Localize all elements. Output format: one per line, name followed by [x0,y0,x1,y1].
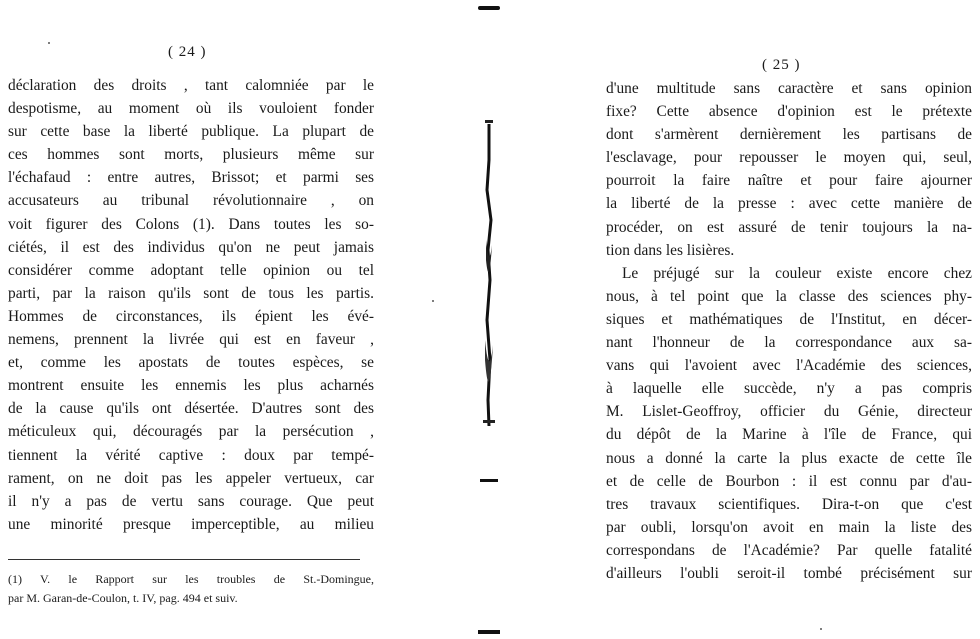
text-line: fixe? Cette absence d'opinion est le prétexte [606,103,972,121]
text-line: correspondans de l'Académie? Par quelle fatalité [606,541,972,559]
footnote-line: par M. Garan-de-Coulon, t. IV, pag. 494 et suiv. [8,591,238,605]
text-line: montrent ensuite les ennemis les plus acharnés [8,377,374,395]
text-line: procéder, on est assuré de tenir toujours la na- [606,218,972,236]
text-line: nant l'honneur de la correspondance aux sa- [606,334,972,352]
body-text [8,74,374,536]
text-line: d'une multitude sans caractère et sans opinion [606,80,972,97]
gutter-tick-top [478,6,500,10]
text-line: à laquelle elle succède, n'y a pas compris [606,380,972,398]
text-line: M. Lislet-Geoffroy, officier du Génie, directeur [606,403,972,421]
text-line: déclaration des droits , tant calomniée par le [8,77,374,94]
text-line: et de celle de Bourbon : il est connu par d'au- [606,472,972,490]
text-line: il n'y a pas de vertu sans courage. Que peut [8,492,374,510]
page-number: ( 24 ) [168,44,207,60]
text-line: nemens, prennent la livrée qui est en faveur , [8,331,374,349]
text-line: de la cause qu'ils ont désertée. D'autres sont des [8,400,374,418]
text-line: despotisme, au moment où ils vouloient fonder [8,100,374,118]
text-line: voit figurer des Colons (1). Dans toutes les so- [8,215,374,233]
text-line: sur cette base la liberté publique. La plupart de [8,123,374,141]
text-line: et, comme les apostats de toutes espèces, se [8,354,374,372]
text-line: d'ailleurs l'oubli seroit-il tombé précisément sur [606,564,972,582]
footnote-rule [8,559,360,560]
text-line: l'esclavage, pour repousser le moyen qui, seul, [606,149,972,167]
text-line: tion dans les lisières. [606,241,735,259]
text-line: une minorité presque imperceptible, au milieu [8,515,374,533]
body-text [606,77,972,585]
text-line: Le préjugé sur la couleur existe encore chez [622,264,972,282]
scan-speck [432,300,434,302]
text-line: du dépôt de la Marine à l'île de France, qui [606,426,972,444]
text-line: la liberté de la presse : avec cette manière de [606,195,972,213]
footnote-line: (1) V. le Rapport sur les troubles de St.-Domingue, [8,572,374,586]
text-line: nous, à tel point que la classe des sciences phy- [606,287,972,305]
text-line: rament, on ne doit pas les appeler vertueux, car [8,469,374,487]
text-line: ciétés, il est des individus qu'on ne peut jamais [8,238,374,256]
text-line: méticuleux qui, découragés par la persécution , [8,423,374,441]
text-line: vans qui l'avoient avec l'Académie des sciences, [606,357,972,375]
binding-spine [478,120,500,430]
text-line: l'échafaud : entre autres, Brissot; et parmi ses [8,169,374,187]
scan-speck [48,42,50,44]
text-line: accusateurs au tribunal révolutionnaire , on [8,192,374,210]
text-line: par oubli, lorsqu'on avoit en main la liste des [606,518,972,536]
text-line: tres travaux scientifiques. Dira-t-on que c'est [606,495,972,513]
text-line: siques et mathématiques de l'Institut, en décer- [606,310,972,328]
text-line: dont s'armèrent dernièrement les partisans de [606,126,972,144]
text-line: Hommes de circonstances, ils épient les évé- [8,307,374,325]
text-line: ces hommes sont morts, plusieurs même sur [8,146,374,164]
page-number: ( 25 ) [762,57,801,73]
text-line: considérer comme adoptant telle opinion ou tel [8,261,374,279]
gutter-tick-bottom [478,630,500,634]
gutter-tick-middle [480,479,498,482]
text-line: pourroit la faire naître et pour faire ajourner [606,172,972,190]
scan-speck [820,628,822,630]
text-line: parti, par la raison qu'ils sont de tous les partis. [8,284,374,302]
text-line: tiennent la vérité captive : doux par tempé- [8,446,374,464]
text-line: nous a donné la carte la plus exacte de cette île [606,449,972,467]
